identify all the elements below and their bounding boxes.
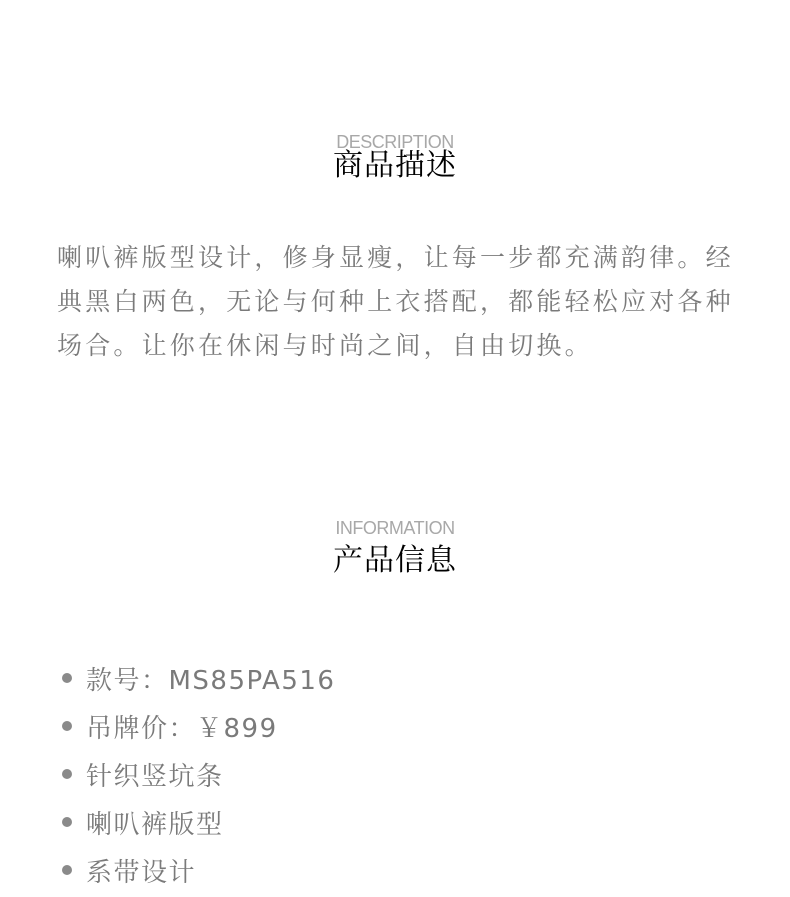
- information-section-label: INFORMATION: [335, 518, 455, 538]
- product-description-text: 喇叭裤版型设计，修身显瘦，让每一步都充满韵律。经典黑白两色，无论与何种上衣搭配，都能轻松应对各种场合。让你在休闲与时尚之间，自由切换。: [57, 243, 734, 360]
- information-section-title: 产品信息: [333, 543, 457, 578]
- bullet-icon: [62, 817, 72, 827]
- description-section-label: DESCRIPTION: [336, 132, 454, 152]
- info-item-text: 款号：MS85PA516: [86, 665, 336, 696]
- info-item-text: 吊牌价：￥899: [86, 713, 278, 744]
- info-item-tag-price: [62, 702, 742, 750]
- description-section-title: 商品描述: [333, 148, 457, 183]
- bullet-icon: [62, 769, 72, 779]
- info-item-text: 喇叭裤版型: [86, 809, 224, 840]
- bullet-icon: [62, 673, 72, 683]
- info-item-fabric: [62, 750, 742, 798]
- info-item-style-number: [62, 654, 742, 702]
- info-item-fit: [62, 798, 742, 846]
- info-item-detail: [62, 846, 742, 894]
- bullet-icon: [62, 721, 72, 731]
- product-info-list: [62, 654, 742, 894]
- bullet-icon: [62, 865, 72, 875]
- info-item-text: 针织竖坑条: [86, 761, 224, 792]
- info-item-text: 系带设计: [86, 857, 197, 888]
